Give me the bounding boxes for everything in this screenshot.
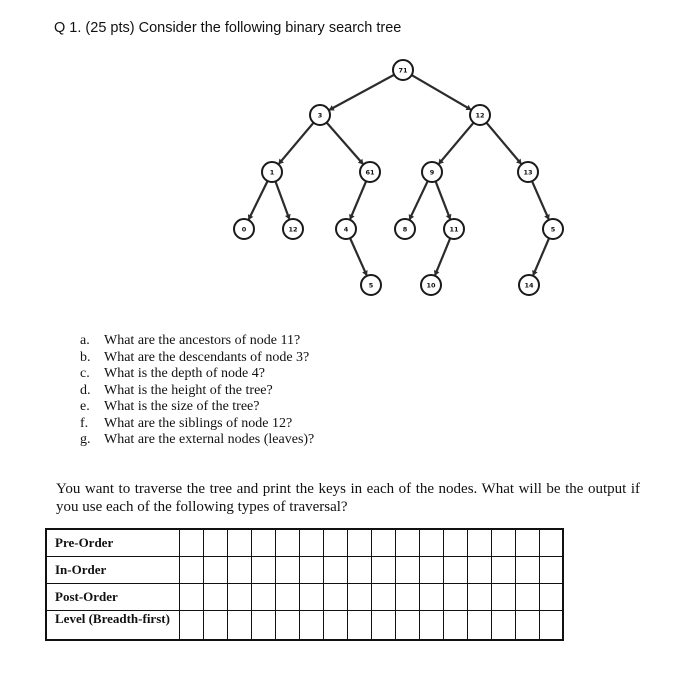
answer-cell — [179, 583, 203, 610]
answer-cell — [371, 583, 395, 610]
tree-edge — [279, 123, 313, 164]
tree-node-label: 11 — [449, 225, 459, 234]
question-text: What are the ancestors of node 11? — [104, 333, 301, 348]
tree-node — [360, 162, 380, 182]
tree-node-label: 61 — [365, 168, 375, 177]
question-letter: b. — [80, 349, 91, 365]
question-item — [80, 333, 314, 350]
traversal-row-in-order — [46, 556, 563, 583]
answer-cell — [227, 556, 251, 583]
tree-node-label: 0 — [241, 225, 247, 234]
question-letter: c. — [80, 366, 90, 381]
tree-edge — [327, 123, 363, 164]
tree-node — [422, 162, 442, 182]
tree-node-label: 5 — [368, 281, 374, 290]
tree-edge — [532, 181, 549, 219]
tree-node — [470, 105, 490, 125]
answer-cell — [419, 529, 443, 556]
answer-cell — [179, 529, 203, 556]
tree-node — [543, 219, 563, 239]
tree-node-label: 8 — [402, 225, 408, 234]
tree-node — [395, 219, 415, 239]
tree-edge — [350, 238, 366, 275]
answer-cell — [395, 583, 419, 610]
answer-cell — [395, 529, 419, 556]
question-letter: a. — [80, 333, 90, 348]
answer-cell — [227, 610, 251, 640]
question-text: What are the external nodes (leaves)? — [104, 432, 315, 447]
answer-cell — [299, 610, 323, 640]
tree-edge — [350, 181, 366, 219]
answer-cell — [371, 556, 395, 583]
answer-cell — [371, 529, 395, 556]
tree-edge — [330, 75, 395, 110]
tree-node-label: 12 — [288, 225, 298, 234]
answer-cell — [467, 610, 491, 640]
answer-cell — [203, 583, 227, 610]
question-letter: e. — [80, 399, 90, 414]
tree-node-label: 4 — [343, 225, 349, 234]
answer-cell — [347, 529, 371, 556]
question-text: What is the depth of node 4? — [104, 366, 265, 381]
tree-node-label: 1 — [269, 168, 275, 177]
tree-node — [361, 275, 381, 295]
tree-node — [234, 219, 254, 239]
answer-cell — [227, 529, 251, 556]
answer-cell — [323, 610, 347, 640]
tree-node — [421, 275, 441, 295]
tree-node-label: 12 — [475, 111, 485, 120]
answer-cell — [491, 529, 515, 556]
answer-cell — [515, 583, 539, 610]
answer-cell — [539, 529, 563, 556]
tree-node-label: 13 — [523, 168, 533, 177]
tree-node — [518, 162, 538, 182]
answer-cell — [491, 610, 515, 640]
row-label: Pre-Order — [46, 529, 179, 556]
tree-edge — [435, 238, 450, 275]
tree-edge — [410, 181, 428, 219]
answer-cell — [323, 583, 347, 610]
tree-node-label: 3 — [317, 111, 323, 120]
tree-node — [393, 60, 413, 80]
answer-cell — [491, 556, 515, 583]
question-item — [80, 432, 314, 449]
answer-cell — [275, 583, 299, 610]
answer-cell — [419, 556, 443, 583]
question-item — [80, 350, 314, 367]
traversal-row-post-order — [46, 583, 563, 610]
answer-cell — [539, 556, 563, 583]
answer-cell — [299, 529, 323, 556]
answer-cell — [443, 610, 467, 640]
tree-node — [283, 219, 303, 239]
answer-cell — [347, 583, 371, 610]
question-item — [80, 383, 314, 400]
question-text: What are the siblings of node 12? — [104, 415, 293, 431]
answer-cell — [467, 556, 491, 583]
tree-edge — [412, 75, 471, 109]
tree-node — [310, 105, 330, 125]
tree-edge — [436, 181, 450, 218]
answer-cell — [347, 610, 371, 640]
answer-cell — [443, 583, 467, 610]
answer-cell — [467, 583, 491, 610]
answer-cell — [251, 583, 275, 610]
question-text: What is the size of the tree? — [104, 399, 260, 414]
tree-edge — [275, 181, 289, 218]
answer-cell — [203, 610, 227, 640]
answer-cell — [467, 529, 491, 556]
question-item — [80, 366, 314, 383]
question-item — [80, 416, 314, 433]
answer-cell — [515, 556, 539, 583]
tree-node — [519, 275, 539, 295]
tree-edge — [486, 123, 520, 164]
answer-cell — [251, 529, 275, 556]
tree-node-label: 9 — [429, 168, 435, 177]
answer-cell — [491, 583, 515, 610]
question-letter: f. — [80, 415, 89, 431]
tree-node — [262, 162, 282, 182]
answer-cell — [419, 610, 443, 640]
answer-cell — [179, 610, 203, 640]
answer-cell — [299, 556, 323, 583]
tree-node-label: 71 — [398, 66, 408, 75]
binary-search-tree-diagram — [0, 0, 700, 330]
answer-cell — [347, 556, 371, 583]
answer-cell — [539, 610, 563, 640]
tree-node — [444, 219, 464, 239]
answer-cell — [251, 610, 275, 640]
answer-cell — [275, 556, 299, 583]
question-text: What is the height of the tree? — [104, 382, 273, 398]
question-heading: Q 1. (25 pts) Consider the following binary search tree — [54, 20, 402, 36]
tree-node — [336, 219, 356, 239]
tree-edge — [439, 123, 473, 164]
tree-node-label: 10 — [426, 281, 436, 290]
answer-cell — [371, 610, 395, 640]
answer-cell — [179, 556, 203, 583]
answer-cell — [419, 583, 443, 610]
row-label: Level (Breadth-first) — [46, 610, 179, 640]
question-text: What are the descendants of node 3? — [104, 349, 310, 365]
answer-cell — [299, 583, 323, 610]
row-label: In-Order — [46, 556, 179, 583]
tree-node-label: 5 — [550, 225, 556, 234]
question-item — [80, 399, 314, 416]
tree-node-label: 14 — [524, 281, 534, 290]
answer-cell — [275, 529, 299, 556]
answer-cell — [395, 556, 419, 583]
answer-cell — [203, 556, 227, 583]
traversal-row-pre-order — [46, 529, 563, 556]
question-letter: g. — [80, 432, 91, 447]
answer-cell — [275, 610, 299, 640]
answer-cell — [251, 556, 275, 583]
row-label: Post-Order — [46, 583, 179, 610]
answer-cell — [203, 529, 227, 556]
answer-cell — [515, 529, 539, 556]
answer-cell — [395, 610, 419, 640]
answer-cell — [515, 610, 539, 640]
question-list — [80, 333, 314, 449]
answer-cell — [443, 556, 467, 583]
tree-edge — [533, 238, 549, 275]
answer-cell — [227, 583, 251, 610]
traversal-row-level-order — [46, 610, 563, 640]
question-letter: d. — [80, 382, 91, 398]
traversal-answer-table — [45, 528, 564, 641]
answer-cell — [539, 583, 563, 610]
traversal-prompt: You want to traverse the tree and print the keys in each of the nodes. What will be the output if you use each of the following types of traversal? — [56, 481, 640, 515]
answer-cell — [443, 529, 467, 556]
answer-cell — [323, 529, 347, 556]
answer-cell — [323, 556, 347, 583]
tree-edge — [249, 181, 268, 219]
